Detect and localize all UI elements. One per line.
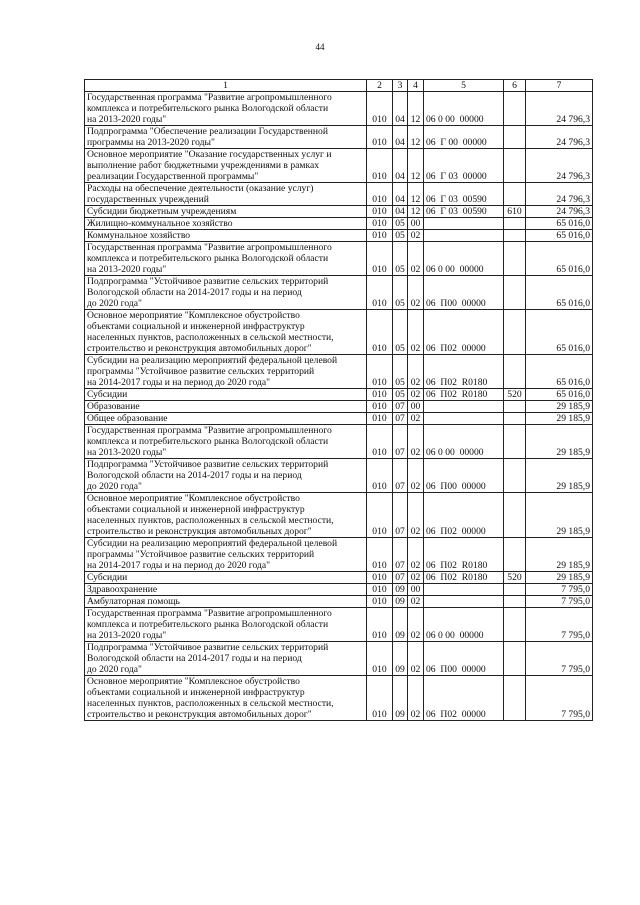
table-row (85, 355, 593, 389)
amount-cell: 7 795,0 (526, 676, 593, 721)
item-name-cell: Подпрограмма "Обеспечение реализации Государственной программы на 2013-2020 годы" (85, 126, 367, 149)
expense-type-cell (504, 642, 526, 676)
subsection-code-cell: 02 (408, 459, 424, 493)
target-article-cell (424, 401, 504, 413)
ministry-code-cell: 010 (367, 355, 393, 389)
subsection-code-cell: 00 (408, 584, 424, 596)
expense-type-cell (504, 92, 526, 126)
table-row (85, 413, 593, 425)
table-row (85, 126, 593, 149)
amount-cell: 7 795,0 (526, 584, 593, 596)
item-name-cell: Основное мероприятие "Комплексное обустройство объектами социальной и инженерной инфраструктур населенных пунктов, расположенных в сельской местности, строительство и реконструкция автомобильных дорог" (85, 493, 367, 538)
table-row (85, 310, 593, 355)
subsection-code-cell: 12 (408, 183, 424, 206)
amount-cell: 29 185,9 (526, 572, 593, 584)
amount-cell: 65 016,0 (526, 389, 593, 401)
table-row (85, 401, 593, 413)
item-name-cell: Здравоохранение (85, 584, 367, 596)
item-name-cell: Общее образование (85, 413, 367, 425)
expense-type-cell (504, 584, 526, 596)
ministry-code-cell: 010 (367, 242, 393, 276)
subsection-code-cell: 02 (408, 676, 424, 721)
amount-cell: 24 796,3 (526, 206, 593, 218)
target-article-cell: 06 П02 R0180 (424, 572, 504, 584)
item-name-cell: Субсидии (85, 389, 367, 401)
target-article-cell: 06 Г 03 00000 (424, 149, 504, 183)
header-cell: 2 (367, 80, 393, 92)
section-code-cell: 04 (393, 183, 408, 206)
target-article-cell: 06 0 00 00000 (424, 242, 504, 276)
expense-type-cell (504, 183, 526, 206)
section-code-cell: 07 (393, 538, 408, 572)
item-name-cell: Подпрограмма "Устойчивое развитие сельских территорий Вологодской области на 2014-2017 годы и на период до 2020 года" (85, 276, 367, 310)
amount-cell: 29 185,9 (526, 459, 593, 493)
section-code-cell: 05 (393, 276, 408, 310)
subsection-code-cell: 02 (408, 642, 424, 676)
amount-cell: 65 016,0 (526, 230, 593, 242)
ministry-code-cell: 010 (367, 310, 393, 355)
target-article-cell: 06 П00 00000 (424, 276, 504, 310)
table-row (85, 572, 593, 584)
target-article-cell: 06 П02 R0180 (424, 355, 504, 389)
ministry-code-cell: 010 (367, 493, 393, 538)
table-row (85, 389, 593, 401)
section-code-cell: 05 (393, 242, 408, 276)
amount-cell: 24 796,3 (526, 183, 593, 206)
subsection-code-cell: 00 (408, 401, 424, 413)
amount-cell: 65 016,0 (526, 310, 593, 355)
expense-type-cell (504, 459, 526, 493)
amount-cell: 29 185,9 (526, 538, 593, 572)
subsection-code-cell: 02 (408, 596, 424, 608)
table-row (85, 218, 593, 230)
amount-cell: 29 185,9 (526, 425, 593, 459)
target-article-cell: 06 П02 00000 (424, 676, 504, 721)
target-article-cell (424, 230, 504, 242)
ministry-code-cell: 010 (367, 538, 393, 572)
item-name-cell: Субсидии (85, 572, 367, 584)
item-name-cell: Подпрограмма "Устойчивое развитие сельских территорий Вологодской области на 2014-2017 годы и на период до 2020 года" (85, 642, 367, 676)
section-code-cell: 05 (393, 355, 408, 389)
amount-cell: 29 185,9 (526, 493, 593, 538)
amount-cell: 24 796,3 (526, 92, 593, 126)
target-article-cell: 06 П02 R0180 (424, 538, 504, 572)
item-name-cell: Основное мероприятие "Комплексное обустройство объектами социальной и инженерной инфраструктур населенных пунктов, расположенных в сельской местности, строительство и реконструкция автомобильных дорог" (85, 676, 367, 721)
table-row (85, 206, 593, 218)
section-code-cell: 07 (393, 413, 408, 425)
subsection-code-cell: 02 (408, 276, 424, 310)
subsection-code-cell: 02 (408, 355, 424, 389)
amount-cell: 24 796,3 (526, 149, 593, 183)
table-row (85, 459, 593, 493)
subsection-code-cell: 00 (408, 218, 424, 230)
expense-type-cell (504, 355, 526, 389)
subsection-code-cell: 12 (408, 206, 424, 218)
table-row (85, 425, 593, 459)
ministry-code-cell: 010 (367, 401, 393, 413)
expense-type-cell (504, 230, 526, 242)
table-row (85, 608, 593, 642)
table-body (85, 92, 593, 721)
expense-type-cell (504, 276, 526, 310)
item-name-cell: Образование (85, 401, 367, 413)
ministry-code-cell: 010 (367, 425, 393, 459)
amount-cell: 65 016,0 (526, 355, 593, 389)
item-name-cell: Субсидии на реализацию мероприятий федеральной целевой программы "Устойчивое развитие сельских территорий на 2014-2017 годы и на период до 2020 года" (85, 355, 367, 389)
target-article-cell: 06 0 00 00000 (424, 608, 504, 642)
ministry-code-cell: 010 (367, 608, 393, 642)
target-article-cell (424, 584, 504, 596)
ministry-code-cell: 010 (367, 572, 393, 584)
expense-type-cell: 520 (504, 389, 526, 401)
ministry-code-cell: 010 (367, 183, 393, 206)
section-code-cell: 05 (393, 389, 408, 401)
expense-type-cell: 520 (504, 572, 526, 584)
item-name-cell: Государственная программа "Развитие агропромышленного комплекса и потребительского рынка Вологодской области на 2013-2020 годы" (85, 242, 367, 276)
section-code-cell: 09 (393, 676, 408, 721)
header-cell: 7 (526, 80, 593, 92)
subsection-code-cell: 02 (408, 608, 424, 642)
table-row (85, 493, 593, 538)
section-code-cell: 04 (393, 149, 408, 183)
subsection-code-cell: 02 (408, 538, 424, 572)
item-name-cell: Расходы на обеспечение деятельности (оказание услуг) государственных учреждений (85, 183, 367, 206)
target-article-cell (424, 413, 504, 425)
ministry-code-cell: 010 (367, 218, 393, 230)
section-code-cell: 04 (393, 92, 408, 126)
table-row (85, 596, 593, 608)
item-name-cell: Субсидии на реализацию мероприятий федеральной целевой программы "Устойчивое развитие сельских территорий на 2014-2017 годы и на период до 2020 года" (85, 538, 367, 572)
subsection-code-cell: 02 (408, 310, 424, 355)
expense-type-cell (504, 608, 526, 642)
expense-type-cell (504, 676, 526, 721)
item-name-cell: Субсидии бюджетным учреждениям (85, 206, 367, 218)
target-article-cell: 06 0 00 00000 (424, 425, 504, 459)
table-row (85, 230, 593, 242)
section-code-cell: 07 (393, 459, 408, 493)
subsection-code-cell: 02 (408, 389, 424, 401)
subsection-code-cell: 12 (408, 149, 424, 183)
section-code-cell: 07 (393, 401, 408, 413)
header-cell: 4 (408, 80, 424, 92)
header-cell: 5 (424, 80, 504, 92)
section-code-cell: 04 (393, 206, 408, 218)
subsection-code-cell: 02 (408, 572, 424, 584)
target-article-cell (424, 218, 504, 230)
ministry-code-cell: 010 (367, 126, 393, 149)
expense-type-cell: 610 (504, 206, 526, 218)
ministry-code-cell: 010 (367, 92, 393, 126)
ministry-code-cell: 010 (367, 206, 393, 218)
expense-type-cell (504, 538, 526, 572)
amount-cell: 29 185,9 (526, 401, 593, 413)
expense-type-cell (504, 310, 526, 355)
target-article-cell: 06 П02 R0180 (424, 389, 504, 401)
subsection-code-cell: 12 (408, 126, 424, 149)
expense-type-cell (504, 413, 526, 425)
target-article-cell: 06 П02 00000 (424, 493, 504, 538)
amount-cell: 65 016,0 (526, 218, 593, 230)
table-row (85, 149, 593, 183)
item-name-cell: Государственная программа "Развитие агропромышленного комплекса и потребительского рынка Вологодской области на 2013-2020 годы" (85, 608, 367, 642)
expense-type-cell (504, 218, 526, 230)
ministry-code-cell: 010 (367, 596, 393, 608)
item-name-cell: Коммунальное хозяйство (85, 230, 367, 242)
amount-cell: 65 016,0 (526, 242, 593, 276)
target-article-cell: 06 П00 00000 (424, 459, 504, 493)
subsection-code-cell: 02 (408, 230, 424, 242)
expense-type-cell (504, 493, 526, 538)
amount-cell: 7 795,0 (526, 608, 593, 642)
target-article-cell: 06 Г 00 00000 (424, 126, 504, 149)
target-article-cell (424, 596, 504, 608)
subsection-code-cell: 12 (408, 92, 424, 126)
ministry-code-cell: 010 (367, 389, 393, 401)
table-row (85, 92, 593, 126)
ministry-code-cell: 010 (367, 413, 393, 425)
table-row (85, 183, 593, 206)
item-name-cell: Амбулаторная помощь (85, 596, 367, 608)
table-row (85, 584, 593, 596)
amount-cell: 24 796,3 (526, 126, 593, 149)
expense-type-cell (504, 596, 526, 608)
item-name-cell: Жилищно-коммунальное хозяйство (85, 218, 367, 230)
section-code-cell: 09 (393, 608, 408, 642)
section-code-cell: 04 (393, 126, 408, 149)
item-name-cell: Государственная программа "Развитие агропромышленного комплекса и потребительского рынка Вологодской области на 2013-2020 годы" (85, 92, 367, 126)
subsection-code-cell: 02 (408, 413, 424, 425)
header-row (85, 80, 593, 92)
amount-cell: 65 016,0 (526, 276, 593, 310)
header-cell: 6 (504, 80, 526, 92)
expense-type-cell (504, 149, 526, 183)
section-code-cell: 09 (393, 596, 408, 608)
target-article-cell: 06 0 00 00000 (424, 92, 504, 126)
target-article-cell: 06 Г 03 00590 (424, 183, 504, 206)
table-row (85, 242, 593, 276)
ministry-code-cell: 010 (367, 230, 393, 242)
page-number: 44 (315, 42, 325, 52)
table-row (85, 676, 593, 721)
table-row (85, 538, 593, 572)
expense-type-cell (504, 401, 526, 413)
ministry-code-cell: 010 (367, 276, 393, 310)
target-article-cell: 06 П02 00000 (424, 310, 504, 355)
ministry-code-cell: 010 (367, 642, 393, 676)
item-name-cell: Основное мероприятие "Комплексное обустройство объектами социальной и инженерной инфраструктур населенных пунктов, расположенных в сельской местности, строительство и реконструкция автомобильных дорог" (85, 310, 367, 355)
expense-type-cell (504, 126, 526, 149)
target-article-cell: 06 П00 00000 (424, 642, 504, 676)
budget-table (84, 79, 593, 721)
header-cell: 1 (85, 80, 367, 92)
section-code-cell: 09 (393, 584, 408, 596)
section-code-cell: 05 (393, 230, 408, 242)
ministry-code-cell: 010 (367, 584, 393, 596)
section-code-cell: 05 (393, 218, 408, 230)
expense-type-cell (504, 242, 526, 276)
item-name-cell: Государственная программа "Развитие агропромышленного комплекса и потребительского рынка Вологодской области на 2013-2020 годы" (85, 425, 367, 459)
section-code-cell: 09 (393, 642, 408, 676)
ministry-code-cell: 010 (367, 459, 393, 493)
header-cell: 3 (393, 80, 408, 92)
item-name-cell: Подпрограмма "Устойчивое развитие сельских территорий Вологодской области на 2014-2017 годы и на период до 2020 года" (85, 459, 367, 493)
amount-cell: 7 795,0 (526, 642, 593, 676)
section-code-cell: 07 (393, 425, 408, 459)
table-row (85, 642, 593, 676)
section-code-cell: 07 (393, 493, 408, 538)
ministry-code-cell: 010 (367, 676, 393, 721)
subsection-code-cell: 02 (408, 242, 424, 276)
amount-cell: 29 185,9 (526, 413, 593, 425)
section-code-cell: 07 (393, 572, 408, 584)
section-code-cell: 05 (393, 310, 408, 355)
expense-type-cell (504, 425, 526, 459)
subsection-code-cell: 02 (408, 425, 424, 459)
ministry-code-cell: 010 (367, 149, 393, 183)
subsection-code-cell: 02 (408, 493, 424, 538)
target-article-cell: 06 Г 03 00590 (424, 206, 504, 218)
amount-cell: 7 795,0 (526, 596, 593, 608)
item-name-cell: Основное мероприятие "Оказание государственных услуг и выполнение работ бюджетными учреждениями в рамках реализации Государственной программы" (85, 149, 367, 183)
table-row (85, 276, 593, 310)
